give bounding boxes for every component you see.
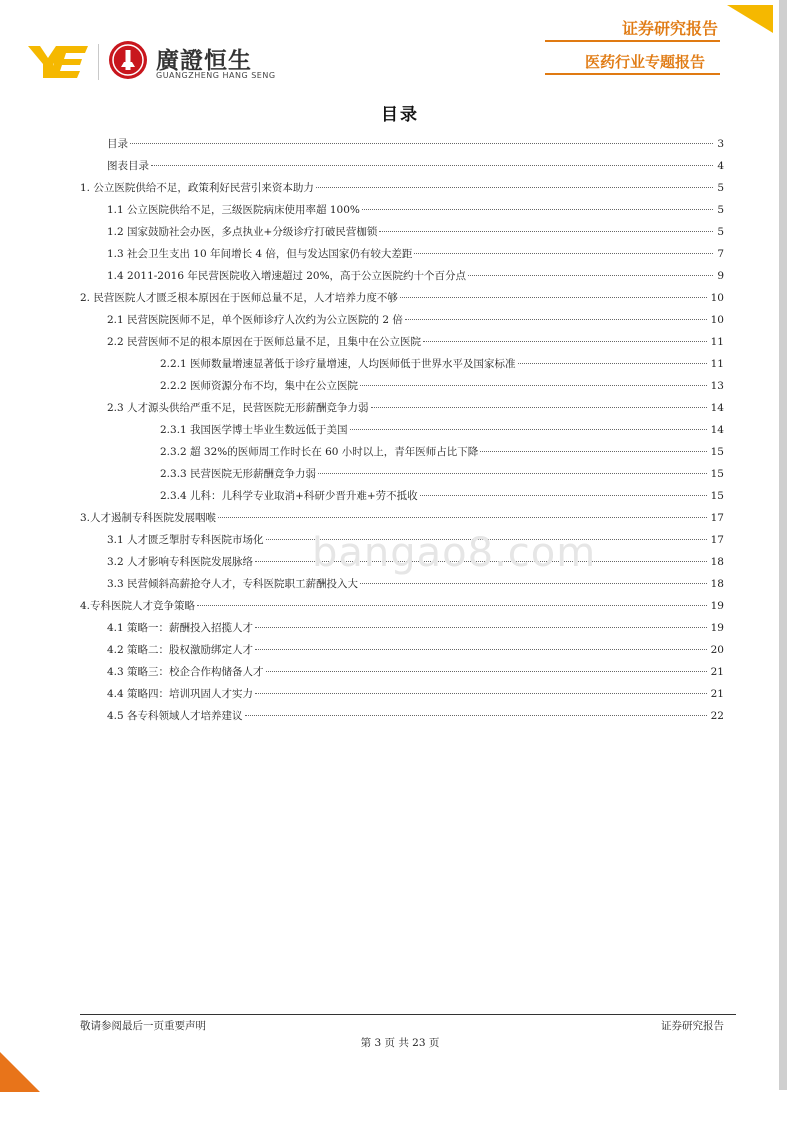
toc-entry-text: 1.2 国家鼓励社会办医，多点执业+分级诊疗打破民营枷锁 — [107, 226, 378, 238]
toc-entry[interactable] — [107, 265, 724, 287]
toc-entry-text: 目录 — [107, 138, 128, 150]
watermark: bangao8.com — [312, 530, 597, 576]
toc-leader-dots — [255, 627, 707, 628]
brand-name-en: GUANGZHENG HANG SENG — [156, 71, 276, 80]
toc-entry-text: 4.2 策略二：股权激励绑定人才 — [107, 644, 254, 656]
page-edge-bar — [779, 0, 787, 1090]
toc-leader-dots — [130, 143, 713, 144]
footer-disclaimer: 敬请参阅最后一页重要声明 — [80, 1020, 206, 1032]
toc-leader-dots — [420, 495, 707, 496]
corner-triangle-top-right — [727, 5, 773, 33]
toc-leader-dots — [255, 693, 707, 694]
toc-entry-text: 2. 民营医院人才匮乏根本原因在于医师总量不足，人才培养力度不够 — [80, 292, 398, 304]
toc-entry-text: 3.人才遏制专科医院发展咽喉 — [80, 512, 217, 524]
toc-entry[interactable] — [160, 353, 724, 375]
toc-leader-dots — [318, 473, 707, 474]
report-type-label: 证券研究报告 — [621, 19, 718, 38]
toc-entry-text: 2.2.1 医师数量增速显著低于诊疗量增速，人均医师低于世界水平及国家标准 — [160, 358, 516, 370]
toc-entry-page: 3 — [717, 138, 724, 150]
toc-leader-dots — [468, 275, 713, 276]
toc-entry-text: 3.2 人才影响专科医院发展脉络 — [107, 556, 254, 568]
toc-entry[interactable] — [107, 639, 724, 661]
corner-triangle-bottom-left — [0, 1052, 40, 1092]
toc-leader-dots — [350, 429, 707, 430]
toc-entry[interactable] — [80, 287, 724, 309]
toc-entry[interactable] — [160, 375, 724, 397]
toc-entry-text: 3.3 民营倾斜高薪抢夺人才，专科医院职工薪酬投入大 — [107, 578, 359, 590]
toc-leader-dots — [518, 363, 707, 364]
toc-leader-dots — [245, 715, 707, 716]
toc-entry[interactable] — [80, 507, 724, 529]
toc-entry-page: 15 — [710, 468, 724, 480]
toc-entry-text: 4.4 策略四：培训巩固人才实力 — [107, 688, 254, 700]
toc-entry-page: 18 — [710, 556, 724, 568]
toc-leader-dots — [362, 209, 713, 210]
toc-entry[interactable] — [107, 573, 724, 595]
toc-entry-text: 1.3 社会卫生支出 10 年间增长 4 倍，但与发达国家仍有较大差距 — [107, 248, 413, 260]
toc-entry-page: 14 — [710, 424, 724, 436]
toc-entry-page: 5 — [717, 204, 724, 216]
toc-entry-text: 1.1 公立医院供给不足，三级医院病床使用率超 100% — [107, 204, 360, 216]
header-rule-bottom — [545, 73, 720, 75]
toc-entry-page: 9 — [717, 270, 724, 282]
ye-logo-mark — [28, 44, 90, 80]
footer-rule — [80, 1014, 736, 1015]
toc-leader-dots — [360, 385, 707, 386]
footer-report-type: 证券研究报告 — [661, 1020, 724, 1032]
toc-leader-dots — [400, 297, 707, 298]
toc-entry-text: 2.2.2 医师资源分布不均，集中在公立医院 — [160, 380, 359, 392]
toc-title: 目录 — [381, 105, 419, 125]
toc-entry[interactable] — [107, 199, 724, 221]
toc-entry[interactable] — [107, 661, 724, 683]
toc-leader-dots — [405, 319, 707, 320]
toc-leader-dots — [360, 583, 707, 584]
toc-entry-page: 20 — [710, 644, 724, 656]
toc-entry[interactable] — [107, 617, 724, 639]
toc-entry-text: 4.1 策略一：薪酬投入招揽人才 — [107, 622, 254, 634]
toc-leader-dots — [414, 253, 713, 254]
toc-leader-dots — [151, 165, 713, 166]
seal-icon — [108, 40, 148, 80]
brand-name-cn: 廣證恒生 — [156, 48, 252, 74]
toc-entry[interactable] — [107, 155, 724, 177]
toc-entry[interactable] — [107, 397, 724, 419]
toc-entry-page: 17 — [710, 534, 724, 546]
toc-entry-page: 11 — [710, 336, 724, 348]
toc-entry[interactable] — [107, 331, 724, 353]
toc-entry-text: 图表目录 — [107, 160, 149, 172]
toc-entry-page: 21 — [710, 666, 724, 678]
toc-leader-dots — [218, 517, 707, 518]
toc-entry-text: 1. 公立医院供给不足，政策利好民营引来资本助力 — [80, 182, 314, 194]
toc-entry-text: 4.专科医院人才竞争策略 — [80, 600, 196, 612]
toc-entry-page: 13 — [710, 380, 724, 392]
company-logo — [28, 40, 288, 86]
toc-entry[interactable] — [107, 683, 724, 705]
toc-entry-page: 5 — [717, 226, 724, 238]
toc-entry-page: 7 — [717, 248, 724, 260]
toc-entry-page: 22 — [710, 710, 724, 722]
toc-entry-page: 15 — [710, 446, 724, 458]
toc-entry[interactable] — [107, 133, 724, 155]
toc-entry-page: 11 — [710, 358, 724, 370]
report-subtype-label: 医药行业专题报告 — [584, 53, 705, 71]
toc-leader-dots — [266, 671, 707, 672]
toc-leader-dots — [480, 451, 706, 452]
footer-page-info: 第 3 页 共 23 页 — [360, 1037, 440, 1049]
toc-entry[interactable] — [160, 419, 724, 441]
toc-entry-text: 2.3 人才源头供给严重不足，民营医院无形薪酬竞争力弱 — [107, 402, 369, 414]
toc-entry-text: 3.1 人才匮乏掣肘专科医院市场化 — [107, 534, 264, 546]
toc-entry[interactable] — [160, 485, 724, 507]
toc-entry[interactable] — [107, 705, 724, 727]
toc-entry-text: 2.2 民营医师不足的根本原因在于医师总量不足，且集中在公立医院 — [107, 336, 422, 348]
toc-entry[interactable] — [107, 221, 724, 243]
toc-entry-page: 10 — [710, 314, 724, 326]
toc-entry-page: 17 — [710, 512, 724, 524]
toc-entry-page: 10 — [710, 292, 724, 304]
toc-entry-text: 2.1 民营医院医师不足，单个医师诊疗人次约为公立医院的 2 倍 — [107, 314, 403, 326]
toc-entry-page: 19 — [710, 600, 724, 612]
toc-entry-page: 21 — [710, 688, 724, 700]
toc-leader-dots — [316, 187, 713, 188]
toc-entry-page: 14 — [710, 402, 724, 414]
toc-entry-page: 4 — [717, 160, 724, 172]
header-rule-top — [545, 40, 720, 42]
logo-separator — [98, 44, 99, 80]
toc-entry[interactable] — [80, 177, 724, 199]
toc-entry-page: 5 — [717, 182, 724, 194]
toc-entry-text: 4.5 各专科领域人才培养建议 — [107, 710, 243, 722]
toc-entry-text: 2.3.4 儿科：儿科学专业取消+科研少晋升难+劳不抵收 — [160, 490, 418, 502]
toc-entry[interactable] — [160, 441, 724, 463]
toc-entry[interactable] — [107, 309, 724, 331]
toc-entry-text: 2.3.1 我国医学博士毕业生数远低于美国 — [160, 424, 348, 436]
toc-entry-text: 4.3 策略三：校企合作构储备人才 — [107, 666, 264, 678]
toc-entry[interactable] — [107, 243, 724, 265]
toc-entry-text: 1.4 2011-2016 年民营医院收入增速超过 20%，高于公立医院约十个百分点 — [107, 270, 467, 282]
toc-leader-dots — [255, 649, 707, 650]
toc-leader-dots — [197, 605, 707, 606]
toc-leader-dots — [423, 341, 707, 342]
toc-entry-text: 2.3.3 民营医院无形薪酬竞争力弱 — [160, 468, 317, 480]
toc-entry[interactable] — [160, 463, 724, 485]
toc-entry-page: 18 — [710, 578, 724, 590]
toc-entry-page: 19 — [710, 622, 724, 634]
toc-entry-text: 2.3.2 超 32%的医师周工作时长在 60 小时以上，青年医师占比下降 — [160, 446, 479, 458]
toc-leader-dots — [379, 231, 713, 232]
toc-entry-page: 15 — [710, 490, 724, 502]
toc-leader-dots — [371, 407, 707, 408]
toc-entry[interactable] — [80, 595, 724, 617]
